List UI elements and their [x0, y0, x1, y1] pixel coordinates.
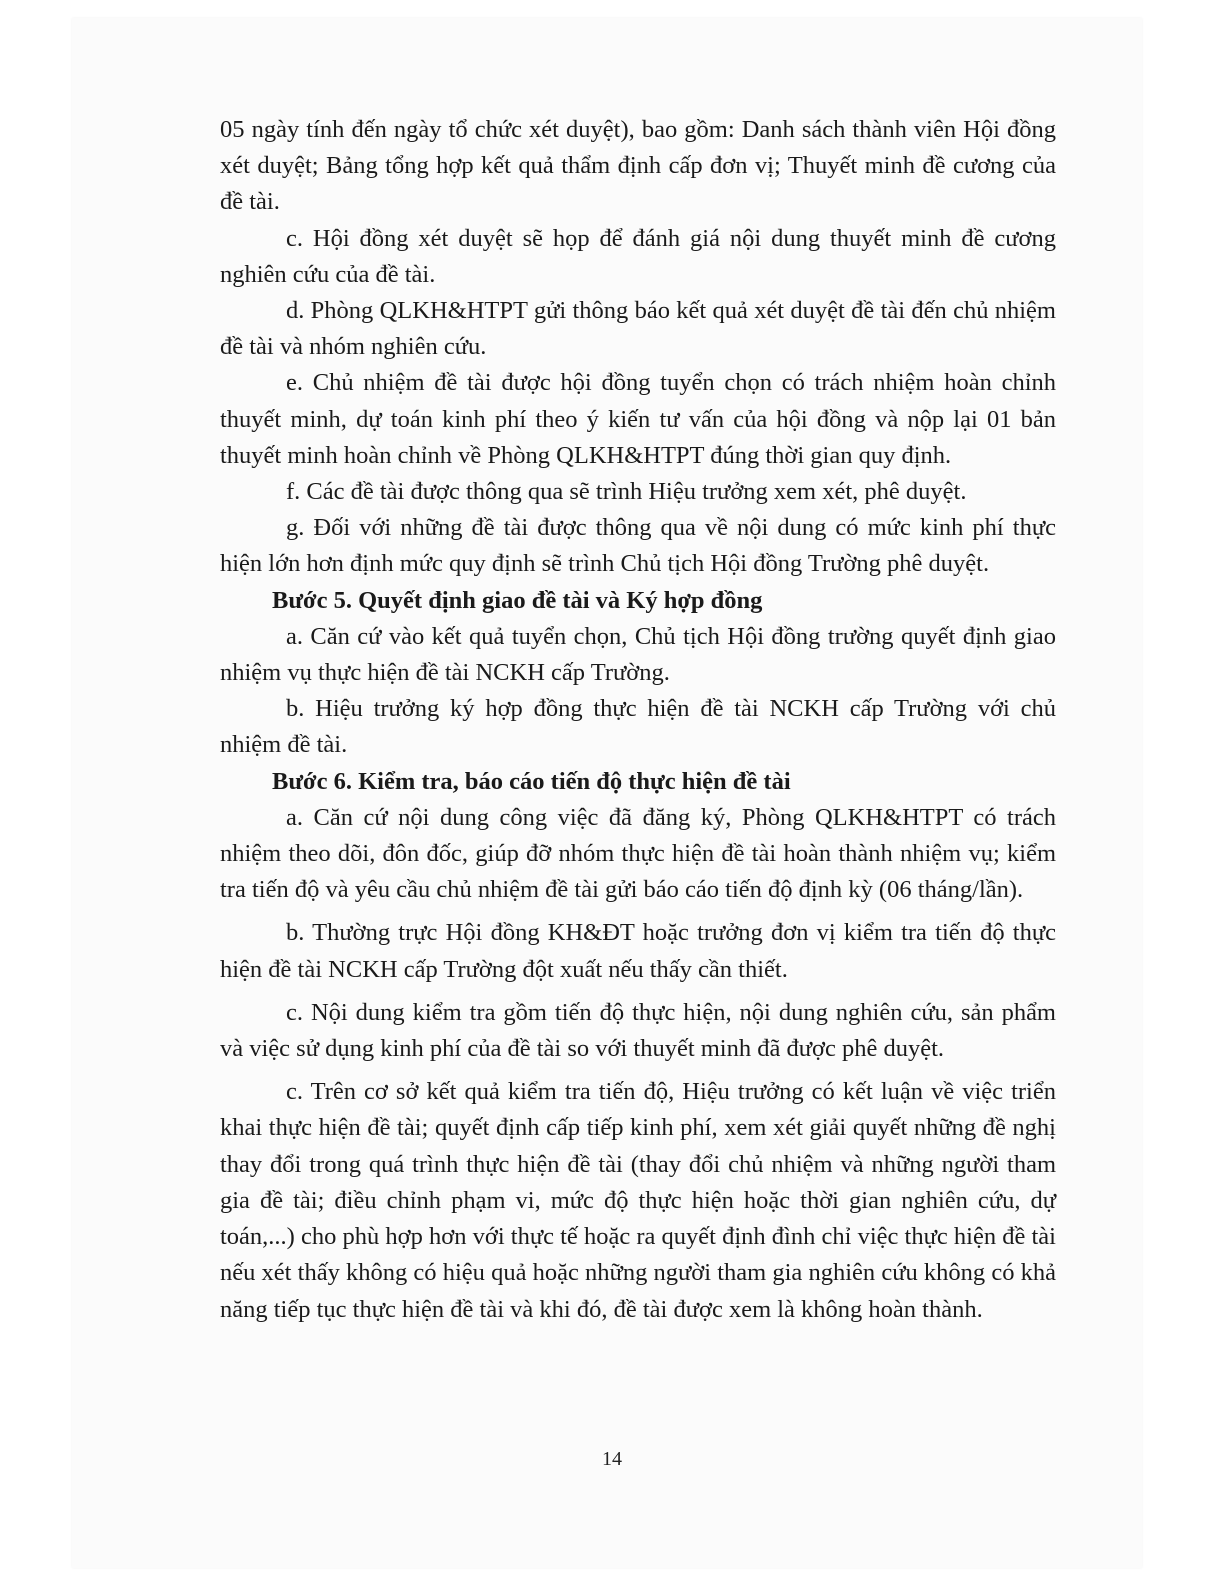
step6-heading: Bước 6. Kiểm tra, báo cáo tiến độ thực hiện đề tài	[272, 767, 791, 795]
paragraph-f: f. Các đề tài được thông qua sẽ trình Hiệu trưởng xem xét, phê duyệt.	[286, 478, 967, 506]
step6-paragraph-a: a. Căn cứ nội dung công việc đã đăng ký, Phòng QLKH&HTPT có trách nhiệm theo dõi, đôn đốc, giúp đỡ nhóm thực hiện đề tài hoàn thành nhiệm vụ; kiểm tra tiến độ và yêu cầu chủ nhiệm đề tài gửi báo cáo tiến độ định kỳ (06 tháng/lần).	[220, 803, 1056, 904]
paragraph-g: g. Đối với những đề tài được thông qua về nội dung có mức kinh phí thực hiện lớn hơn định mức quy định sẽ trình Chủ tịch Hội đồng Trường phê duyệt.	[220, 514, 1056, 578]
step6-paragraph-b: b. Thường trực Hội đồng KH&ĐT hoặc trưởng đơn vị kiểm tra tiến độ thực hiện đề tài NCKH cấp Trường đột xuất nếu thấy cần thiết.	[220, 919, 1056, 983]
document-body	[220, 112, 1056, 1328]
paragraph-continued: 05 ngày tính đến ngày tổ chức xét duyệt), bao gồm: Danh sách thành viên Hội đồng xét duyệt; Bảng tổng hợp kết quả thẩm định cấp đơn vị; Thuyết minh đề cương của đề tài.	[220, 116, 1056, 216]
paragraph-c: c. Hội đồng xét duyệt sẽ họp để đánh giá nội dung thuyết minh đề cương nghiên cứu của đề tài.	[220, 224, 1056, 288]
step5-paragraph-b: b. Hiệu trưởng ký hợp đồng thực hiện đề tài NCKH cấp Trường với chủ nhiệm đề tài.	[220, 695, 1056, 759]
step6-paragraph-c2: c. Trên cơ sở kết quả kiểm tra tiến độ, Hiệu trưởng có kết luận về việc triển khai thực hiện đề tài; quyết định cấp tiếp kinh phí, xem xét giải quyết những đề nghị thay đổi trong quá trình thực hiện đề tài (thay đổi chủ nhiệm và những người tham gia đề tài; điều chỉnh phạm vi, mức độ thực hiện hoặc thời gian nghiên cứu, dự toán,...) cho phù hợp hơn với thực tế hoặc ra quyết định đình chỉ việc thực hiện đề tài nếu xét thấy không có hiệu quả hoặc những người tham gia nghiên cứu không có khả năng tiếp tục thực hiện đề tài và khi đó, đề tài được xem là không hoàn thành.	[220, 1078, 1056, 1323]
step5-heading: Bước 5. Quyết định giao đề tài và Ký hợp đồng	[272, 586, 763, 614]
step5-paragraph-a: a. Căn cứ vào kết quả tuyển chọn, Chủ tịch Hội đồng trường quyết định giao nhiệm vụ thực hiện đề tài NCKH cấp Trường.	[220, 622, 1056, 687]
paragraph-d: d. Phòng QLKH&HTPT gửi thông báo kết quả xét duyệt đề tài đến chủ nhiệm đề tài và nhóm nghiên cứu.	[220, 297, 1056, 361]
step6-paragraph-c1: c. Nội dung kiểm tra gồm tiến độ thực hiện, nội dung nghiên cứu, sản phẩm và việc sử dụng kinh phí của đề tài so với thuyết minh đã được phê duyệt.	[220, 998, 1056, 1063]
page-number: 14	[602, 1448, 622, 1470]
paragraph-e: e. Chủ nhiệm đề tài được hội đồng tuyển chọn có trách nhiệm hoàn chỉnh thuyết minh, dự toán kinh phí theo ý kiến tư vấn của hội đồng và nộp lại 01 bản thuyết minh hoàn chỉnh về Phòng QLKH&HTPT đúng thời gian quy định.	[220, 369, 1056, 469]
